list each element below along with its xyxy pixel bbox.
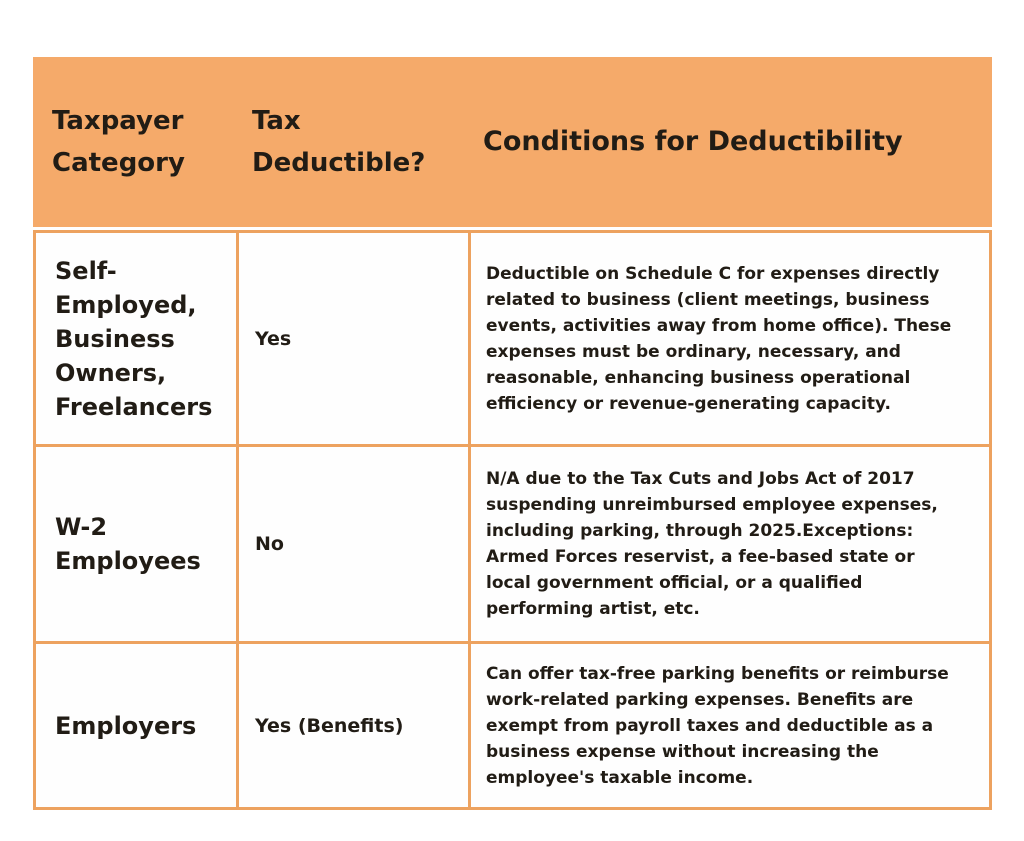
cell-text: Employers <box>55 711 197 740</box>
cell-text: Yes (Benefits) <box>255 714 404 737</box>
cell-deductible-self-employed <box>239 233 468 444</box>
table-body <box>33 230 992 810</box>
cell-category-self-employed <box>36 233 236 444</box>
header-cell-taxpayer-category <box>33 57 236 227</box>
cell-text: N/A due to the Tax Cuts and Jobs Act of 2017 suspending unreimbursed employee expenses, including parking, through 2025.Exceptions: Armed Forces reservist, a fee-based state or local government official, or a qualified performing artist, etc. <box>486 469 938 619</box>
cell-conditions-self-employed <box>471 233 989 444</box>
cell-conditions-w2-employees <box>471 447 989 641</box>
cell-category-employers <box>36 644 236 807</box>
cell-deductible-employers <box>239 644 468 807</box>
cell-text: W-2 Employees <box>55 513 201 575</box>
header-label-tax-deductible: Tax Deductible? <box>252 106 426 178</box>
cell-conditions-employers <box>471 644 989 807</box>
header-cell-conditions <box>468 57 992 227</box>
cell-text: Can offer tax-free parking benefits or reimburse work-related parking expenses. Benefits are exempt from payroll taxes and deductible as a business expense without increasing the employee's taxable income. <box>486 663 949 788</box>
header-label-taxpayer-category: Taxpayer Category <box>52 106 185 178</box>
cell-text: Deductible on Schedule C for expenses directly related to business (client meetings, business events, activities away from home office). These expenses must be ordinary, necessary, and reasonable, enhancing business operational efficiency or revenue-generating capacity. <box>486 263 952 414</box>
header-cell-tax-deductible <box>236 57 468 227</box>
header-label-conditions: Conditions for Deductibility <box>483 126 903 157</box>
cell-text: Yes <box>255 327 292 350</box>
cell-text: No <box>255 533 284 555</box>
cell-deductible-w2-employees <box>239 447 468 641</box>
tax-deductibility-table <box>33 57 992 810</box>
cell-category-w2-employees <box>36 447 236 641</box>
cell-text: Self-Employed, Business Owners, Freelancers <box>55 256 213 421</box>
table-header-row <box>33 57 992 227</box>
